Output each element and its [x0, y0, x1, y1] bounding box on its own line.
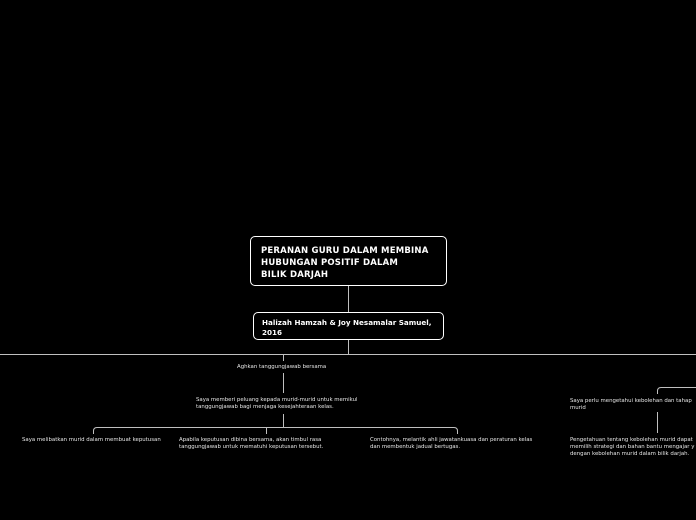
central-topic-line-2: HUBUNGAN POSITIF DALAM: [261, 258, 399, 268]
right-child-line-1: Pengetahuan tentang kebolehan murid dapat: [570, 437, 693, 443]
author-line-1: Halizah Hamzah & Joy Nesamalar Samuel,: [262, 318, 432, 327]
left-child-line-2: tanggungjawab bagi menjaga kesejahteraan kelas.: [196, 404, 334, 410]
right-branch-topic[interactable]: [570, 398, 692, 412]
leaf-2-line-2: tanggungjawab untuk mematuhi keputusan tersebut.: [179, 444, 324, 450]
central-topic-line-3: BILIK DARJAH: [261, 270, 329, 280]
author-node[interactable]: [253, 312, 444, 340]
left-branch-label: Aghkan tanggungjawab bersama: [237, 364, 327, 370]
leaf-1-line-1: Saya melibatkan murid dalam membuat keputusan: [22, 437, 161, 443]
right-child-line-3: dengan kebolehan murid dalam bilik darjah.: [570, 451, 690, 457]
central-topic-line-1: PERANAN GURU DALAM MEMBINA: [261, 246, 429, 256]
leaf-3-line-1: Contohnya, melantik ahli jawatankuasa dan peraturan kelas: [370, 437, 533, 443]
right-branch-bracket: [658, 388, 696, 395]
leaf-2-line-1: Apabila keputusan dibina bersama, akan timbul rasa: [179, 437, 322, 443]
left-branch-child-topic[interactable]: [196, 397, 357, 411]
right-branch-child-topic[interactable]: [570, 437, 694, 458]
right-branch-line-1: Saya perlu mengetahui kebolehan dan tahap: [570, 398, 692, 404]
left-child-line-1: Saya memberi peluang kepada murid-murid untuk memikul: [196, 397, 358, 403]
left-branch-topic[interactable]: [237, 364, 326, 371]
leaf-3-line-2: dan membentuk jadual bertugas.: [370, 444, 461, 450]
leaves-bracket-line: [94, 428, 458, 435]
central-topic-node[interactable]: [250, 236, 447, 286]
author-line-2: 2016: [262, 327, 283, 337]
leaf-topic-1[interactable]: [22, 437, 161, 444]
right-child-line-2: memilih strategi dan bahan bantu mengajar y: [570, 444, 695, 450]
leaf-topic-2[interactable]: [179, 437, 323, 451]
right-branch-line-2: murid: [570, 405, 586, 411]
leaf-topic-3[interactable]: [370, 437, 532, 451]
